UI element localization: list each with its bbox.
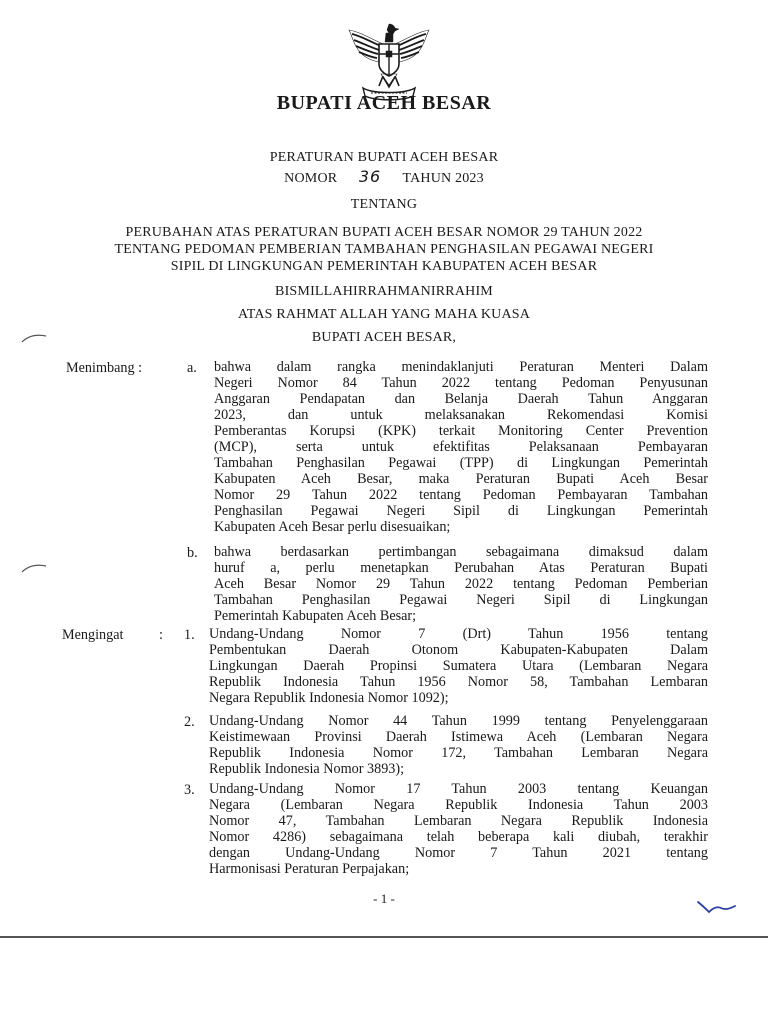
mengingat-label: Mengingat <box>62 627 124 643</box>
margin-mark-icon <box>20 330 50 346</box>
regulation-year: TAHUN 2023 <box>402 171 484 186</box>
text-line: Nomor 29 Tahun 2022 tentang Pedoman Pembayaran Tambahan <box>214 486 708 503</box>
garuda-emblem-icon <box>343 22 435 102</box>
text-line: bahwa berdasarkan pertimbangan sebagaimana dimaksud dalam <box>214 544 708 560</box>
mengingat-marker-1: 1. <box>184 627 195 643</box>
text-line: Negeri Nomor 84 Tahun 2022 tentang Pedoman Penyusunan <box>214 374 708 391</box>
atas-rahmat: ATAS RAHMAT ALLAH YANG MAHA KUASA <box>237 307 531 322</box>
menimbang-item-a <box>214 360 708 535</box>
text-line: dengan Undang-Undang Nomor 7 Tahun 2021 tentang <box>209 844 708 861</box>
text-line: Lingkungan Daerah Propinsi Sumatera Utara (Lembaran Negara <box>209 657 708 674</box>
menimbang-marker-b: b. <box>187 545 198 561</box>
handwritten-regulation-number: 36 <box>358 167 382 186</box>
text-line: Pemerintah Kabupaten Aceh Besar; <box>214 607 417 624</box>
menimbang-item-b <box>214 545 708 625</box>
text-line: Nomor 4286) sebagaimana telah beberapa kali diubah, terakhir <box>209 828 708 845</box>
subject-line-1: PERUBAHAN ATAS PERATURAN BUPATI ACEH BESAR NOMOR 29 TAHUN 2022 <box>125 225 643 240</box>
mengingat-marker-2: 2. <box>184 714 195 730</box>
text-line: Anggaran Pendapatan dan Belanja Daerah Tahun Anggaran <box>214 390 708 407</box>
text-line: Undang-Undang Nomor 7 (Drt) Tahun 1956 tentang <box>209 626 708 642</box>
mengingat-item-1 <box>209 627 708 707</box>
text-line: Undang-Undang Nomor 17 Tahun 2003 tentang Keuangan <box>209 781 708 797</box>
regulation-number-line <box>0 167 768 187</box>
document-title: BUPATI ACEH BESAR <box>276 92 492 114</box>
subject-line-3: SIPIL DI LINGKUNGAN PEMERINTAH KABUPATEN ACEH BESAR <box>170 259 598 274</box>
text-line: Tambahan Penghasilan Pegawai (TPP) di Lingkungan Pemerintah <box>214 454 708 471</box>
bismillah: BISMILLAHIRRAHMANIRRAHIM <box>275 284 493 299</box>
text-line: Keistimewaan Provinsi Daerah Istimewa Aceh (Lembaran Negara <box>209 728 708 745</box>
text-line: bahwa dalam rangka menindaklanjuti Peraturan Menteri Dalam <box>214 359 708 375</box>
text-line: Republik Indonesia Tahun 1956 Nomor 58, Tambahan Lembaran <box>209 673 708 690</box>
paraf-initial-icon <box>695 896 739 918</box>
mengingat-marker-3: 3. <box>184 782 195 798</box>
text-line: huruf a, perlu menetapkan Perubahan Atas Peraturan Bupati <box>214 559 708 576</box>
mengingat-item-3 <box>209 782 708 878</box>
menimbang-label: Menimbang : <box>66 360 143 376</box>
text-line: Pembentukan Daerah Otonom Kabupaten-Kabupaten Dalam <box>209 641 708 658</box>
text-line: Negara Republik Indonesia Nomor 1092); <box>209 689 449 706</box>
text-line: Negara (Lembaran Negara Republik Indonesia Tahun 2003 <box>209 796 708 813</box>
text-line: Tambahan Penghasilan Pegawai Negeri Sipil di Lingkungan <box>214 591 708 608</box>
regulation-type: PERATURAN BUPATI ACEH BESAR <box>269 150 499 165</box>
margin-mark-icon <box>20 560 50 576</box>
text-line: Penghasilan Pegawai Negeri Sipil di Lingkungan Pemerintah <box>214 502 708 519</box>
menimbang-marker-a: a. <box>187 360 197 376</box>
nomor-label: NOMOR <box>284 171 338 186</box>
text-line: Undang-Undang Nomor 44 Tahun 1999 tentang Penyelenggaraan <box>209 713 708 729</box>
tentang-heading: TENTANG <box>350 197 418 212</box>
text-line: Harmonisasi Peraturan Perpajakan; <box>209 860 410 877</box>
mengingat-item-2 <box>209 714 708 778</box>
bupati-heading: BUPATI ACEH BESAR, <box>311 330 457 345</box>
text-line: Kabupaten Aceh Besar, maka Peraturan Bupati Aceh Besar <box>214 470 708 487</box>
text-line: Republik Indonesia Nomor 3893); <box>209 760 405 777</box>
subject-line-2: TENTANG PEDOMAN PEMBERIAN TAMBAHAN PENGHASILAN PEGAWAI NEGERI <box>114 242 654 257</box>
page-number: - 1 - <box>373 891 395 906</box>
page-bottom-edge <box>0 936 768 938</box>
text-line: (MCP), serta untuk efektifitas Pelaksanaan Pembayaran <box>214 438 708 455</box>
text-line: Nomor 47, Tambahan Lembaran Negara Republik Indonesia <box>209 812 708 829</box>
text-line: 2023, dan untuk melaksanakan Rekomendasi Komisi <box>214 406 708 423</box>
mengingat-colon: : <box>159 627 163 643</box>
text-line: Republik Indonesia Nomor 172, Tambahan Lembaran Negara <box>209 744 708 761</box>
text-line: Pemberantas Korupsi (KPK) terkait Monitoring Center Prevention <box>214 422 708 439</box>
text-line: Kabupaten Aceh Besar perlu disesuaikan; <box>214 518 451 535</box>
text-line: Aceh Besar Nomor 29 Tahun 2022 tentang Pedoman Pemberian <box>214 575 708 592</box>
